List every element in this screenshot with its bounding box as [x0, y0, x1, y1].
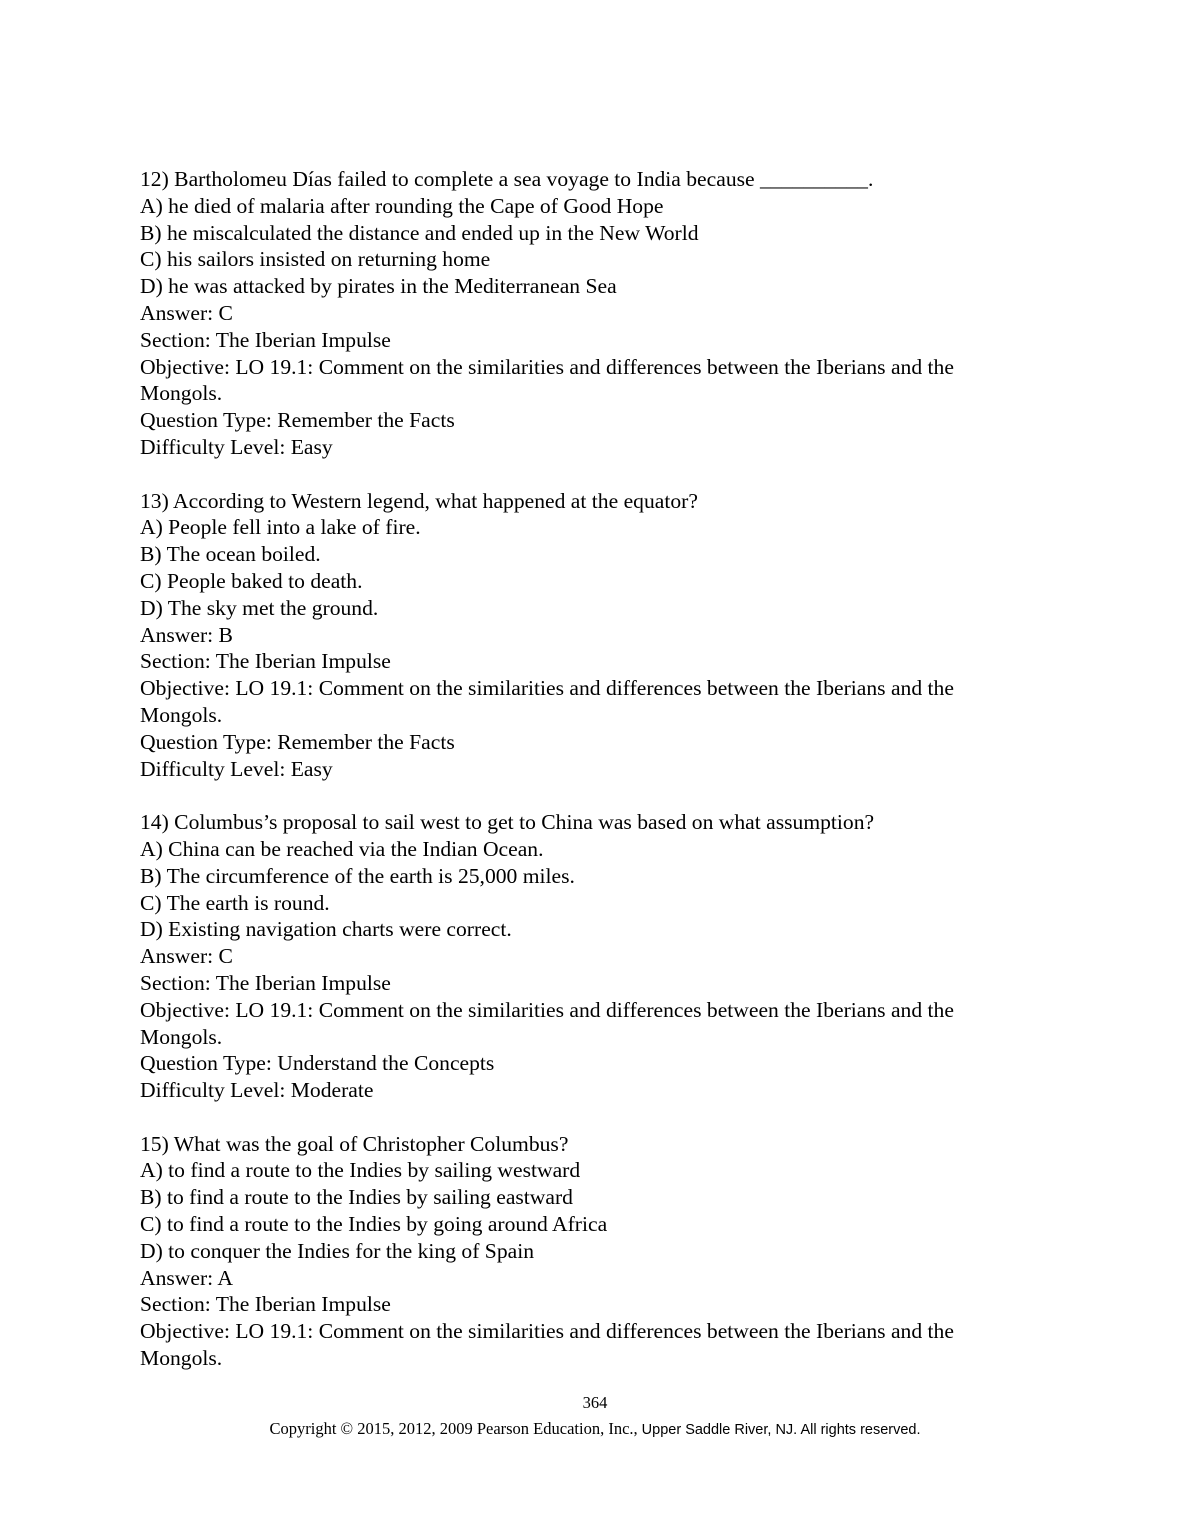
question-stem: 15) What was the goal of Christopher Columbus?	[140, 1131, 569, 1156]
objective-line-2: Mongols.	[140, 1024, 223, 1049]
option-b: B) The circumference of the earth is 25,000 miles.	[140, 863, 575, 888]
question-stem: 14) Columbus’s proposal to sail west to get to China was based on what assumption?	[140, 810, 875, 835]
answer: Answer: C	[140, 300, 233, 325]
copyright-tail: Upper Saddle River, NJ. All rights reserved.	[637, 1422, 921, 1438]
option-c: C) to find a route to the Indies by going around Africa	[140, 1212, 608, 1237]
option-d: D) Existing navigation charts were correct.	[140, 917, 512, 942]
option-b: B) to find a route to the Indies by sailing eastward	[140, 1185, 573, 1210]
objective-line-1: Objective: LO 19.1: Comment on the similarities and differences between the Iberians and the	[140, 676, 954, 701]
option-b: B) The ocean boiled.	[140, 542, 321, 567]
question-stem: 12) Bartholomeu Días failed to complete a sea voyage to India because __________.	[140, 167, 874, 191]
copyright-main: Copyright © 2015, 2012, 2009 Pearson Education, Inc.,	[269, 1419, 638, 1438]
option-d: D) he was attacked by pirates in the Mediterranean Sea	[140, 274, 617, 299]
section: Section: The Iberian Impulse	[140, 327, 391, 352]
document-body	[140, 166, 1040, 1399]
option-a: A) he died of malaria after rounding the Cape of Good Hope	[140, 193, 664, 218]
question-type: Question Type: Understand the Concepts	[140, 1051, 495, 1076]
question-type: Question Type: Remember the Facts	[140, 408, 455, 433]
option-a: A) China can be reached via the Indian Ocean.	[140, 836, 544, 861]
section: Section: The Iberian Impulse	[140, 970, 391, 995]
question-type: Question Type: Remember the Facts	[140, 729, 455, 754]
option-d: D) The sky met the ground.	[140, 595, 379, 620]
question-14	[140, 809, 1040, 1104]
section: Section: The Iberian Impulse	[140, 649, 391, 674]
difficulty-level: Difficulty Level: Easy	[140, 434, 333, 459]
objective-line-1: Objective: LO 19.1: Comment on the similarities and differences between the Iberians and the	[140, 997, 954, 1022]
objective-line-1: Objective: LO 19.1: Comment on the similarities and differences between the Iberians and the	[140, 1319, 954, 1344]
option-b: B) he miscalculated the distance and ended up in the New World	[140, 220, 699, 245]
option-a: A) People fell into a lake of fire.	[140, 515, 421, 540]
copyright-notice	[0, 1418, 1190, 1441]
question-12	[140, 166, 1040, 461]
option-c: C) The earth is round.	[140, 890, 330, 915]
objective-line-2: Mongols.	[140, 702, 223, 727]
question-13	[140, 488, 1040, 783]
option-a: A) to find a route to the Indies by sailing westward	[140, 1158, 581, 1183]
answer: Answer: B	[140, 622, 233, 647]
page-number: 364	[582, 1393, 608, 1412]
option-c: C) People baked to death.	[140, 568, 363, 593]
objective-line-2: Mongols.	[140, 381, 223, 406]
answer: Answer: C	[140, 944, 233, 969]
question-stem: 13) According to Western legend, what happened at the equator?	[140, 488, 698, 513]
section: Section: The Iberian Impulse	[140, 1292, 391, 1317]
question-15	[140, 1131, 1040, 1372]
difficulty-level: Difficulty Level: Moderate	[140, 1078, 374, 1103]
difficulty-level: Difficulty Level: Easy	[140, 756, 333, 781]
answer: Answer: A	[140, 1265, 233, 1290]
objective-line-2: Mongols.	[140, 1346, 223, 1371]
option-d: D) to conquer the Indies for the king of Spain	[140, 1238, 534, 1263]
option-c: C) his sailors insisted on returning home	[140, 247, 491, 272]
page-footer	[0, 1392, 1190, 1441]
objective-line-1: Objective: LO 19.1: Comment on the similarities and differences between the Iberians and the	[140, 354, 954, 379]
